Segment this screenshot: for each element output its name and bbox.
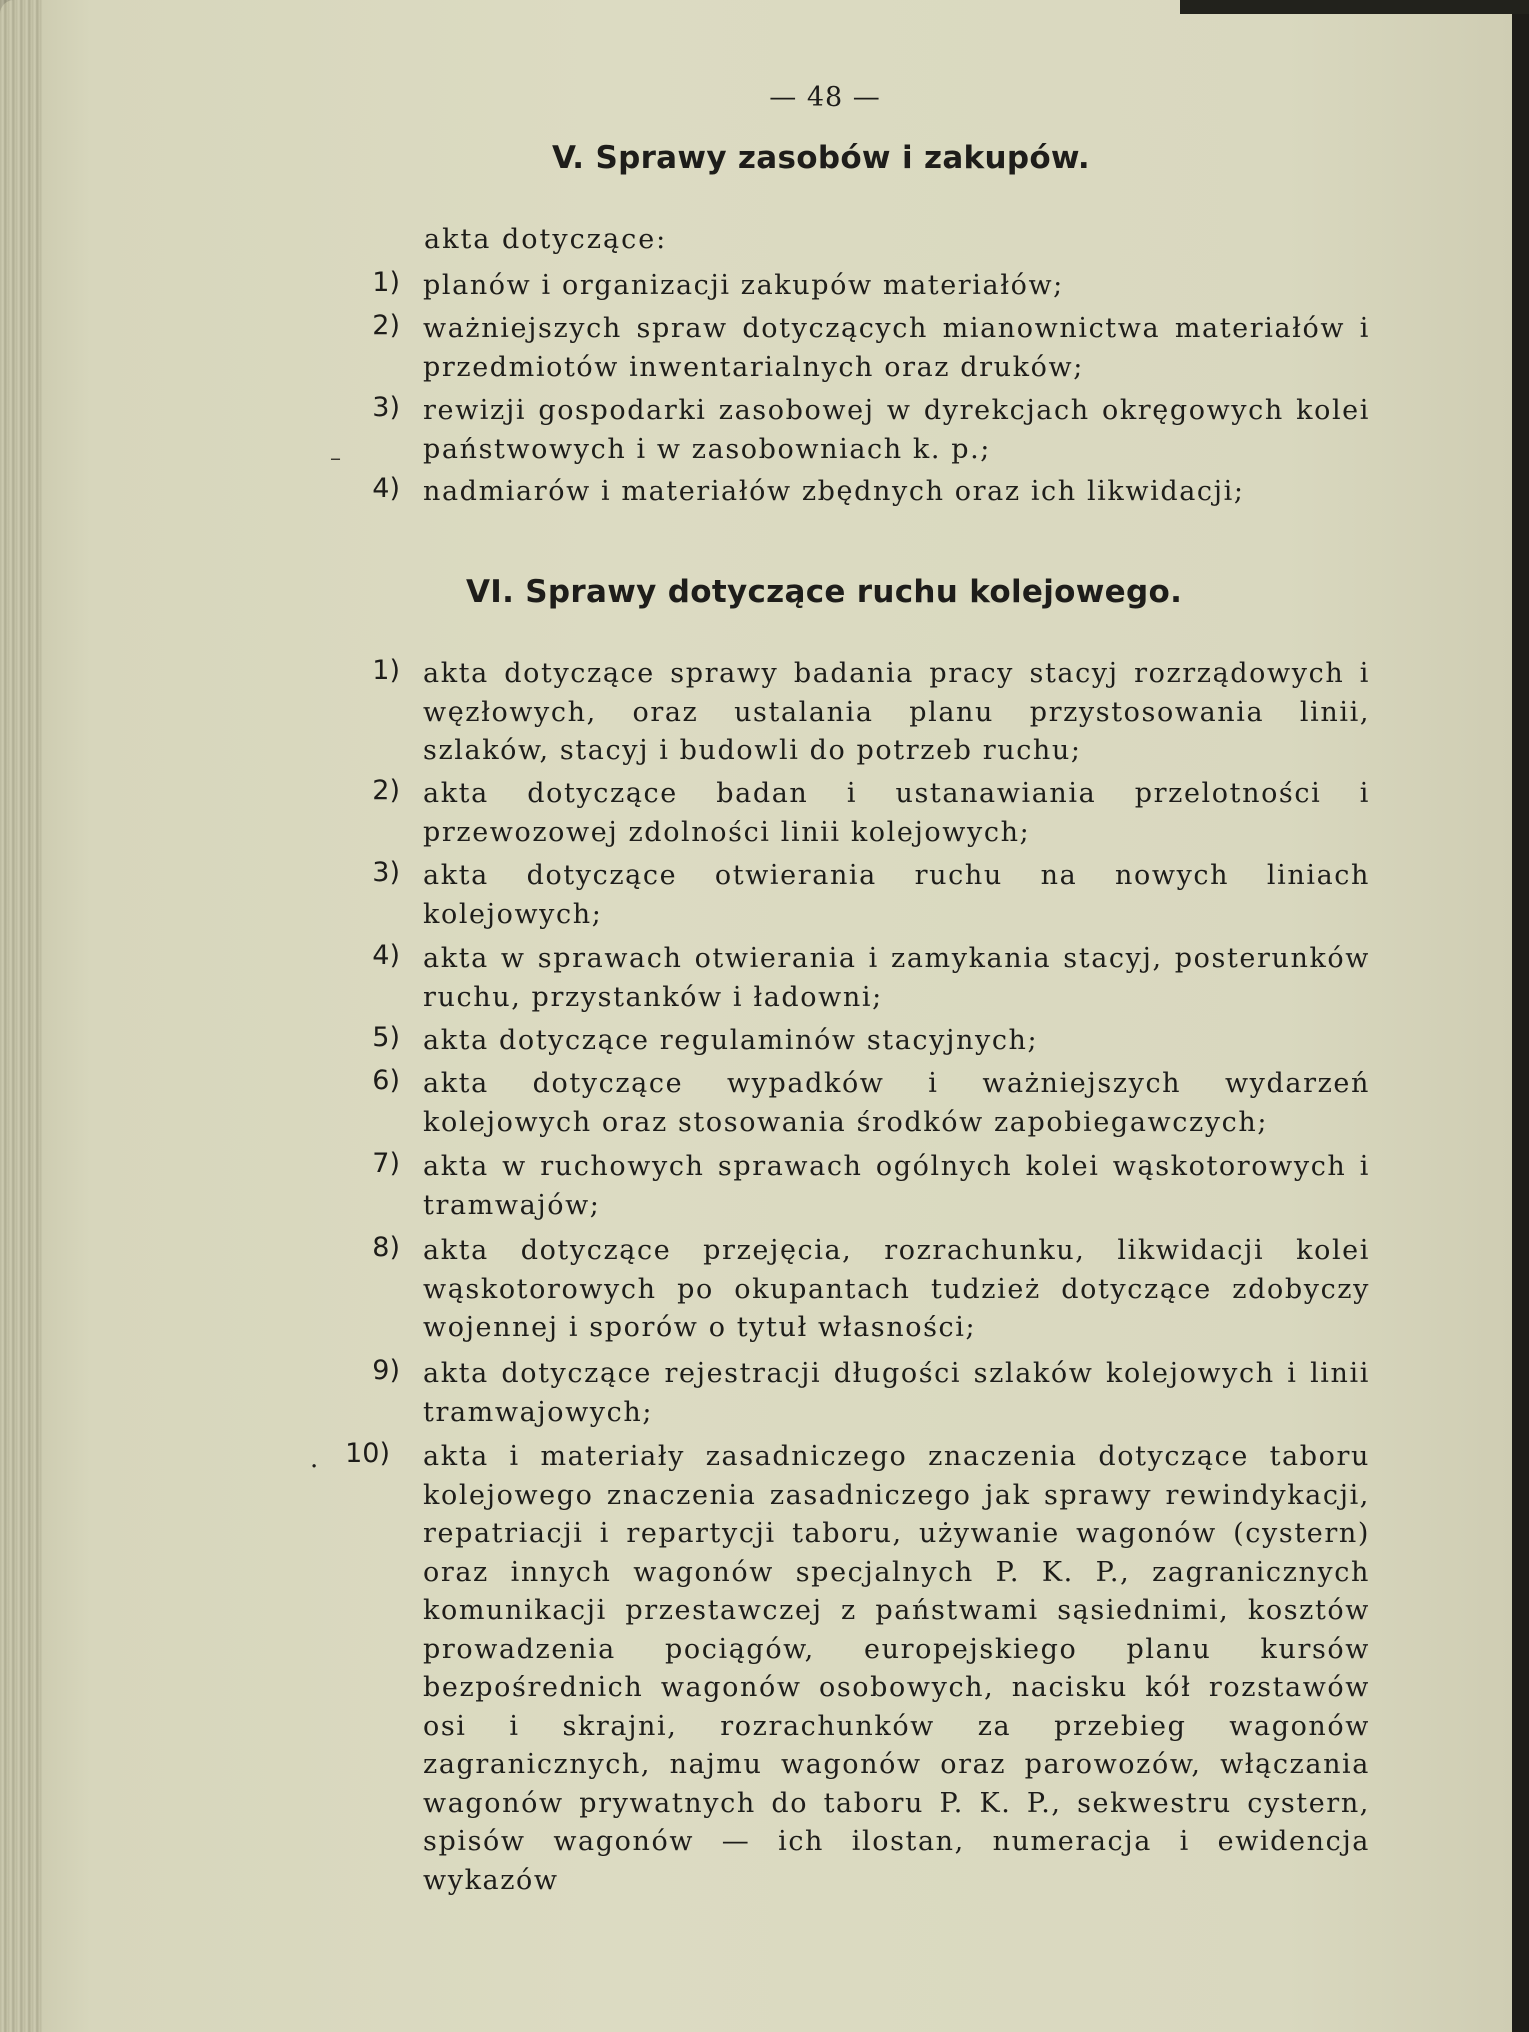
item-number: 8) [372, 1232, 400, 1263]
item-number: 3) [372, 857, 400, 888]
item-number: 10) [345, 1438, 390, 1469]
margin-bullet-mark: · [310, 1452, 319, 1482]
item-number: 7) [372, 1148, 400, 1179]
item-number: 1) [372, 655, 400, 686]
item-number: 1) [372, 267, 400, 298]
item-text: akta w ruchowych sprawach ogólnych kolei wąskotorowych i tramwajów; [423, 1151, 1370, 1221]
section-v-title: V. Sprawy zasobów i zakupów. [552, 140, 1090, 176]
item-text: akta dotyczące sprawy badania pracy stacyj rozrządowych i węzłowych, oraz ustalania planu przystosowania linii, szlaków, stacyj i budowli do potrzeb ruchu; [423, 658, 1370, 766]
margin-pencil-mark: – [330, 446, 341, 471]
item-text: akta dotyczące otwierania ruchu na nowych liniach kolejowych; [423, 860, 1370, 930]
item-text: akta i materiały zasadniczego znaczenia dotyczące taboru kolejowego znaczenia zasadniczego jak sprawy rewindykacji, repatriacji i repartycji taboru, używanie wagonów (cystern) oraz innych wagonów specjalnych P. K. P., zagranicznych komunikacji przestawczej z państwami sąsiednimi, kosztów prowadzenia pociągów, europejskiego planu kursów bezpośrednich wagonów osobowych, nacisku kół rozstawów osi i skrajni, rozrachunków za przebieg wagonów zagranicznych, najmu wagonów oraz parowozów, włączania wagonów prywatnych do taboru P. K. P., sekwestru cystern, spisów wagonów — ich ilostan, numeracja i ewidencja wykazów [423, 1441, 1370, 1896]
item-text: nadmiarów i materiałów zbędnych oraz ich likwidacji; [423, 476, 1245, 507]
item-text: ważniejszych spraw dotyczących mianownictwa materiałów i przedmiotów inwentarialnych oraz druków; [423, 313, 1370, 383]
item-text: rewizji gospodarki zasobowej w dyrekcjach okręgowych kolei państwowych i w zasobowniach k. p.; [423, 395, 1370, 465]
item-number: 2) [372, 775, 400, 806]
item-text: akta dotyczące przejęcia, rozrachunku, likwidacji kolei wąskotorowych po okupantach tudzież dotyczące zdobyczy wojennej i sporów o tytuł własności; [423, 1235, 1370, 1343]
item-text: akta dotyczące rejestracji długości szlaków kolejowych i linii tramwajowych; [423, 1358, 1370, 1428]
item-number: 4) [372, 940, 400, 971]
item-number: 6) [372, 1065, 400, 1096]
item-number: 2) [372, 310, 400, 341]
item-number: 3) [372, 392, 400, 423]
item-number: 9) [372, 1355, 400, 1386]
item-number: 5) [372, 1022, 400, 1053]
page-number: — 48 — [769, 82, 881, 113]
item-text: akta dotyczące wypadków i ważniejszych wydarzeń kolejowych oraz stosowania środków zapobiegawczych; [423, 1068, 1370, 1138]
section-vi-title: VI. Sprawy dotyczące ruchu kolejowego. [466, 574, 1183, 610]
item-text: akta dotyczące regulaminów stacyjnych; [423, 1025, 1039, 1056]
item-text: akta dotyczące badan i ustanawiania przelotności i przewozowej zdolności linii kolejowych; [423, 778, 1370, 848]
item-text: akta w sprawach otwierania i zamykania stacyj, posterunków ruchu, przystanków i ładowni; [423, 943, 1370, 1013]
item-text: planów i organizacji zakupów materiałów; [423, 270, 1064, 301]
section-v-lead: akta dotyczące: [424, 224, 668, 255]
item-number: 4) [372, 473, 400, 504]
